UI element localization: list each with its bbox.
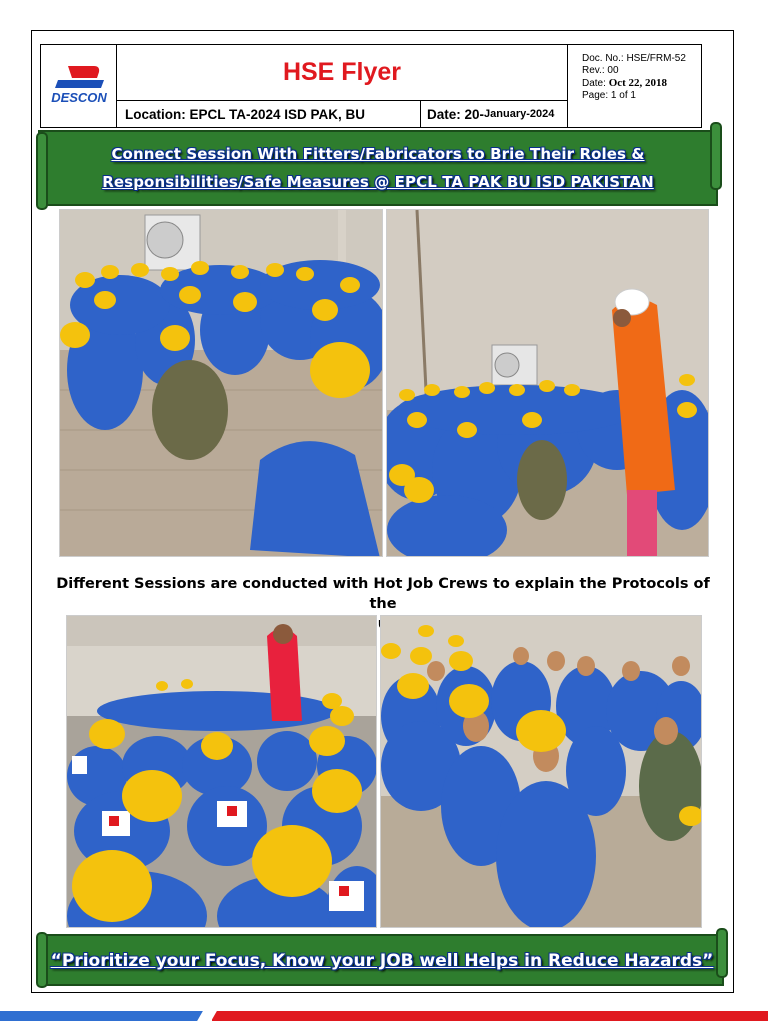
date-label: Date: 20- [427,106,485,122]
location-cell [116,100,421,128]
doc-revision: Rev.: 00 [582,65,619,76]
doc-control-cell [567,44,702,128]
top-banner-text [40,140,716,196]
footer-stripe-red [212,1011,768,1021]
doc-number: Doc. No.: HSE/FRM-52 [582,53,686,64]
document-header [40,44,702,128]
footer-stripe-blue [0,1011,205,1021]
bottom-banner-text: “Prioritize your Focus, Know your JOB well Helps in Reduce Hazards” [50,951,714,971]
photo-session-2 [386,209,709,557]
logo-wordmark: DESCON [50,90,107,105]
doc-date-value: Oct 22, 2018 [608,77,668,89]
date-value: January-2024 [484,108,555,120]
photo-session-3 [66,615,377,928]
doc-date-label: Date: [582,78,606,89]
top-banner [38,130,718,206]
top-banner-line2: Responsibilities/Safe Measures @ EPCL TA PAK BU ISD PAKISTAN [102,173,654,191]
location-text: Location: EPCL TA-2024 ISD PAK, BU [125,106,366,122]
caption-line1: Different Sessions are conducted with Hot Job Crews to explain the Protocols of the [56,576,710,612]
top-banner-line1: Connect Session With Fitters/Fabricators to Brie Their Roles & [111,145,645,163]
title-cell [116,44,568,101]
doc-date [582,77,701,90]
photo-session-1 [59,209,383,557]
flyer-title: HSE Flyer [282,58,402,86]
photo-session-4 [380,615,702,928]
company-logo [40,44,117,128]
descon-logo-icon [48,64,110,108]
doc-page: Page: 1 of 1 [582,90,636,101]
date-cell [420,100,568,128]
bottom-banner [40,934,724,986]
